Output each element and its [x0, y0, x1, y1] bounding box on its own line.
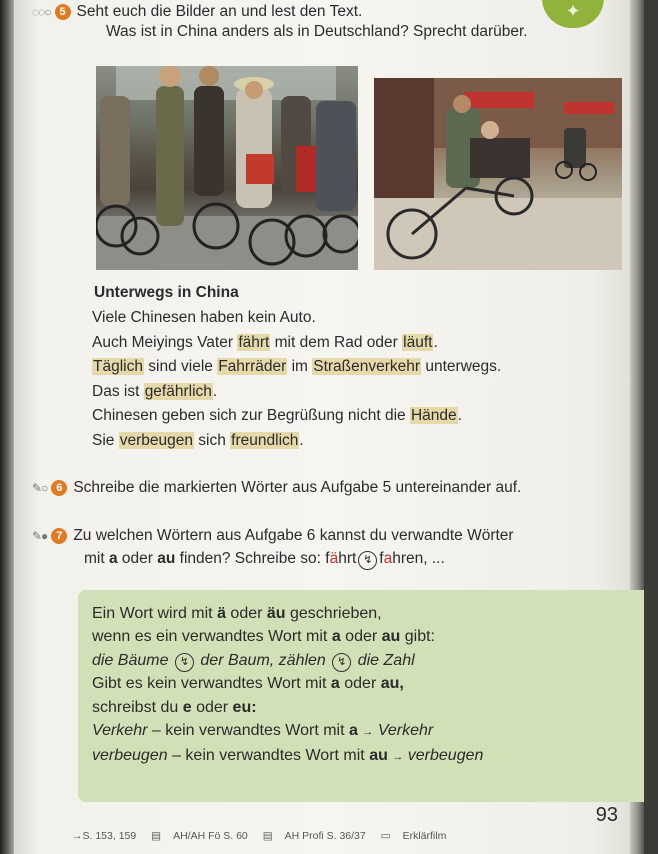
rule-box	[78, 590, 644, 802]
rule-text: Ein Wort wird mit	[92, 605, 218, 622]
task-5-line-2: Was ist in China anders als in Deutschland? Sprecht darüber.	[106, 23, 528, 40]
highlighted-word: Täglich	[93, 358, 143, 376]
rule-text: die Bäume	[92, 651, 169, 669]
letter-au: au	[380, 675, 400, 693]
arrow-icon: →	[392, 751, 404, 764]
textbook-page	[14, 0, 644, 854]
task-6-heading	[32, 478, 632, 498]
rule-text: schreibst du	[92, 698, 183, 716]
task-7-line-1: Zu welchen Wörtern aus Aufgabe 6 kannst du verwandte Wörter	[73, 527, 514, 544]
reading-title: Unterwegs in China	[94, 284, 239, 301]
rule-text: – kein verwandtes Wort mit	[167, 747, 370, 765]
letter-ae: ä	[217, 605, 226, 622]
letter-e: e	[182, 698, 192, 716]
rule-text: der Baum, zählen	[200, 651, 326, 669]
ref-profi: AH Profi S. 36/37	[284, 830, 366, 842]
ref-workbook: AH/AH Fö S. 60	[173, 830, 248, 842]
rule-text: gibt:	[400, 628, 435, 646]
reading-line	[92, 355, 630, 380]
task-6-text: Schreibe die markierten Wörter aus Aufgabe 5 untereinander auf.	[73, 479, 522, 496]
reading-text-segment: Auch Meiyings Vater	[92, 333, 238, 351]
task-7-text: finden? Schreibe so:	[175, 550, 326, 567]
related-word-icon: ↯	[358, 551, 377, 570]
rule-text: oder	[340, 628, 382, 646]
rule-text: oder	[191, 698, 233, 716]
highlighted-word: freundlich	[231, 431, 299, 449]
reading-line	[92, 331, 630, 356]
reading-lines	[90, 306, 630, 454]
rule-text: wenn es ein verwandtes Wort mit	[92, 628, 332, 646]
rule-example-line	[92, 649, 640, 672]
rule-text: oder	[225, 605, 267, 622]
reading-text-segment: Sie	[92, 431, 119, 449]
rule-text: Gibt es kein verwandtes Wort mit	[92, 675, 331, 693]
example-1: hrt	[338, 550, 357, 567]
rule-line	[92, 672, 640, 695]
reading-line	[92, 404, 630, 429]
highlighted-word: gefährlich	[144, 382, 212, 400]
highlighted-word: Fahrräder	[218, 358, 287, 376]
reading-text-segment: Viele Chinesen haben kein Auto.	[92, 309, 316, 326]
highlighted-word: läuft	[403, 333, 433, 351]
reading-text-segment: .	[212, 382, 218, 400]
reading-text-segment: Chinesen geben sich zur Begrüßung nicht die	[92, 407, 410, 425]
task-7-text: mit	[84, 550, 109, 567]
arrow-icon: →	[362, 726, 374, 739]
write-icon: ✎○	[32, 481, 48, 495]
letter-a: a	[331, 628, 341, 646]
task-number: 6	[51, 480, 67, 496]
letter-a: a	[330, 675, 340, 693]
example-2: f	[379, 550, 384, 567]
rule-text: oder	[339, 675, 381, 693]
task-5-line-1: Seht euch die Bilder an und lest den Text.	[76, 3, 363, 20]
letter-au: au	[369, 747, 388, 765]
photo-bicycles-crossing	[96, 66, 358, 270]
rule-text: :	[251, 698, 257, 716]
rule-line	[92, 696, 640, 719]
rule-word: Verkehr	[377, 722, 434, 740]
task-5-heading	[32, 2, 612, 42]
highlighted-word: Hände	[410, 407, 457, 425]
reading-line	[92, 380, 630, 405]
reading-text-segment: Das ist	[92, 382, 144, 400]
speech-icon: ◌◌○	[32, 5, 51, 19]
example-2: hren, ...	[392, 550, 445, 567]
footer-references	[72, 830, 458, 842]
workbook-icon: ▤	[262, 830, 273, 842]
ref-film: Erklärfilm	[402, 830, 447, 842]
reading-text-segment: .	[433, 333, 438, 351]
related-word-icon: ↯	[332, 653, 351, 672]
reading-text-segment: sich	[193, 431, 231, 449]
chapter-badge-icon: ✦	[542, 0, 604, 28]
rule-line	[92, 602, 640, 625]
book-binding	[0, 0, 14, 854]
write-icon: ✎●	[32, 529, 48, 543]
workbook-icon: ▤	[151, 830, 162, 842]
reading-text-segment: mit dem Rad oder	[270, 333, 403, 351]
reading-line	[92, 306, 630, 331]
page-number: 93	[595, 804, 618, 826]
related-word-icon: ↯	[175, 653, 194, 672]
highlighted-word: verbeugen	[119, 431, 193, 449]
rule-text: ,	[399, 675, 404, 693]
reading-text-segment: .	[457, 407, 462, 425]
rule-text: geschrieben,	[285, 605, 382, 622]
rule-text: die Zahl	[357, 651, 415, 669]
rule-line	[92, 744, 640, 769]
letter-au: au	[157, 550, 176, 567]
highlighted-word: fährt	[238, 333, 270, 351]
film-icon: ▭	[380, 830, 391, 842]
letter-a: a	[349, 722, 358, 740]
reading-text-segment: .	[299, 431, 304, 449]
reading-text-segment: unterwegs.	[421, 358, 502, 376]
reading-text-segment: sind viele	[143, 358, 218, 376]
ref-student-book: →S. 153, 159	[72, 830, 137, 842]
example-2-red: a	[383, 550, 393, 567]
rule-text: – kein verwandtes Wort mit	[147, 722, 349, 740]
photo-rickshaw	[374, 78, 622, 270]
rule-line	[92, 625, 640, 648]
task-number: 5	[55, 4, 71, 20]
task-7-text: oder	[117, 550, 158, 567]
rule-word: verbeugen	[407, 747, 484, 765]
letter-eu: eu	[232, 698, 252, 716]
reading-line	[92, 429, 630, 454]
highlighted-word: Straßenverkehr	[313, 358, 421, 376]
reading-text-segment: im	[287, 358, 313, 376]
reading-text	[90, 284, 630, 454]
rule-word: verbeugen	[92, 747, 168, 765]
task-number: 7	[51, 528, 67, 544]
letter-aeu: äu	[266, 605, 286, 622]
rule-line	[92, 719, 640, 744]
letter-a: a	[108, 550, 118, 567]
letter-au: au	[381, 628, 401, 646]
example-1: f	[325, 550, 330, 567]
example-1-red: ä	[329, 550, 339, 567]
task-7-heading	[32, 526, 632, 570]
rule-word: Verkehr	[92, 722, 148, 740]
